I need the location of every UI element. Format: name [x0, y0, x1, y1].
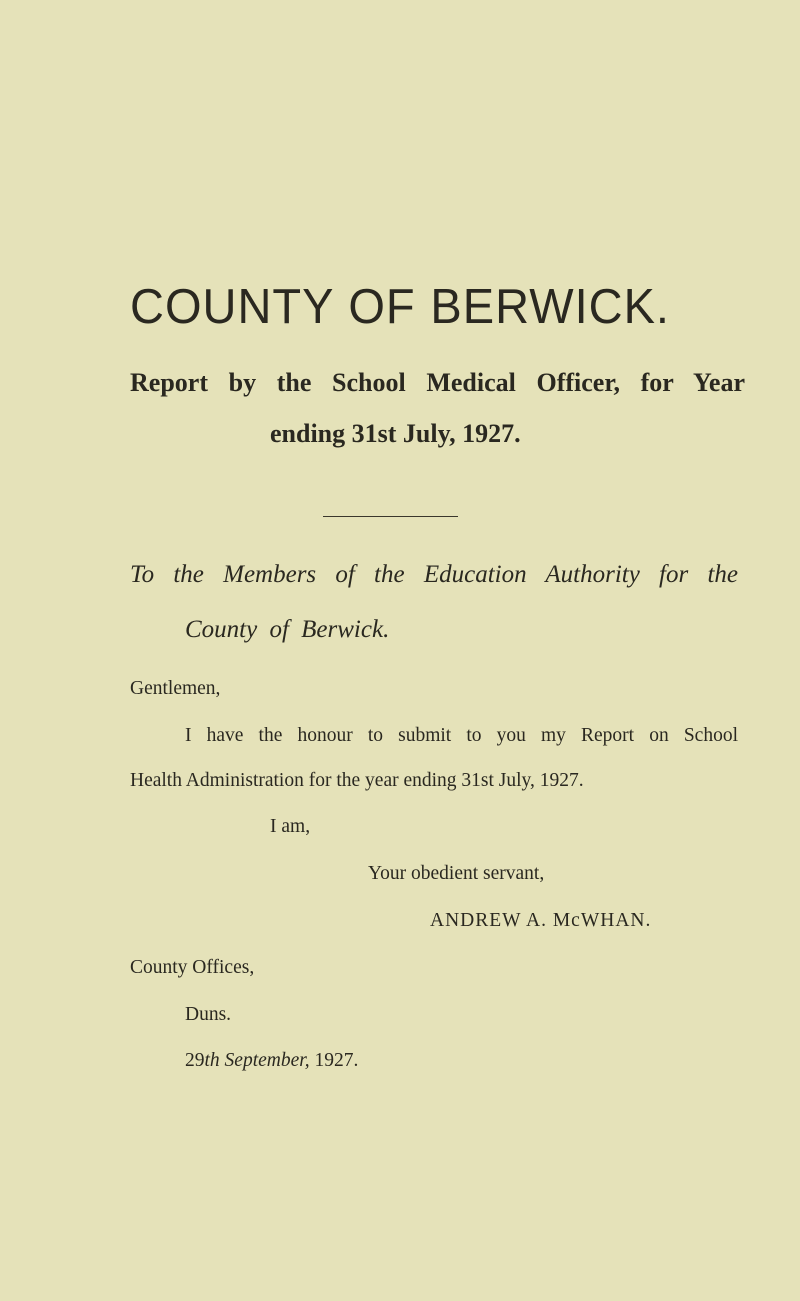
date-day: 29	[185, 1050, 205, 1071]
place-line-1: County Offices,	[130, 957, 255, 978]
divider-rule	[323, 516, 458, 517]
salutation: Gentlemen,	[130, 678, 221, 699]
date-year: 1927.	[314, 1050, 359, 1071]
address-line-1: To the Members of the Education Authority for the	[130, 561, 738, 588]
body-line-1: I have the honour to submit to you my Report on School	[185, 725, 738, 746]
body-line-2: Health Administration for the year ending 31st July, 1927.	[130, 770, 584, 791]
closing-i-am: I am,	[270, 816, 311, 837]
report-subtitle-line-1: Report by the School Medical Officer, for Year	[130, 368, 745, 397]
date-suffix: th	[204, 1050, 220, 1071]
report-subtitle-line-2: ending 31st July, 1927.	[270, 419, 521, 448]
document-title: COUNTY OF BERWICK.	[130, 277, 670, 334]
date-month: September,	[224, 1050, 310, 1071]
place-line-2: Duns.	[185, 1004, 232, 1025]
address-line-2: County of Berwick.	[185, 616, 390, 643]
signature-name: ANDREW A. McWHAN.	[430, 910, 652, 931]
date-line	[185, 1050, 358, 1072]
closing-servant: Your obedient servant,	[368, 863, 545, 884]
